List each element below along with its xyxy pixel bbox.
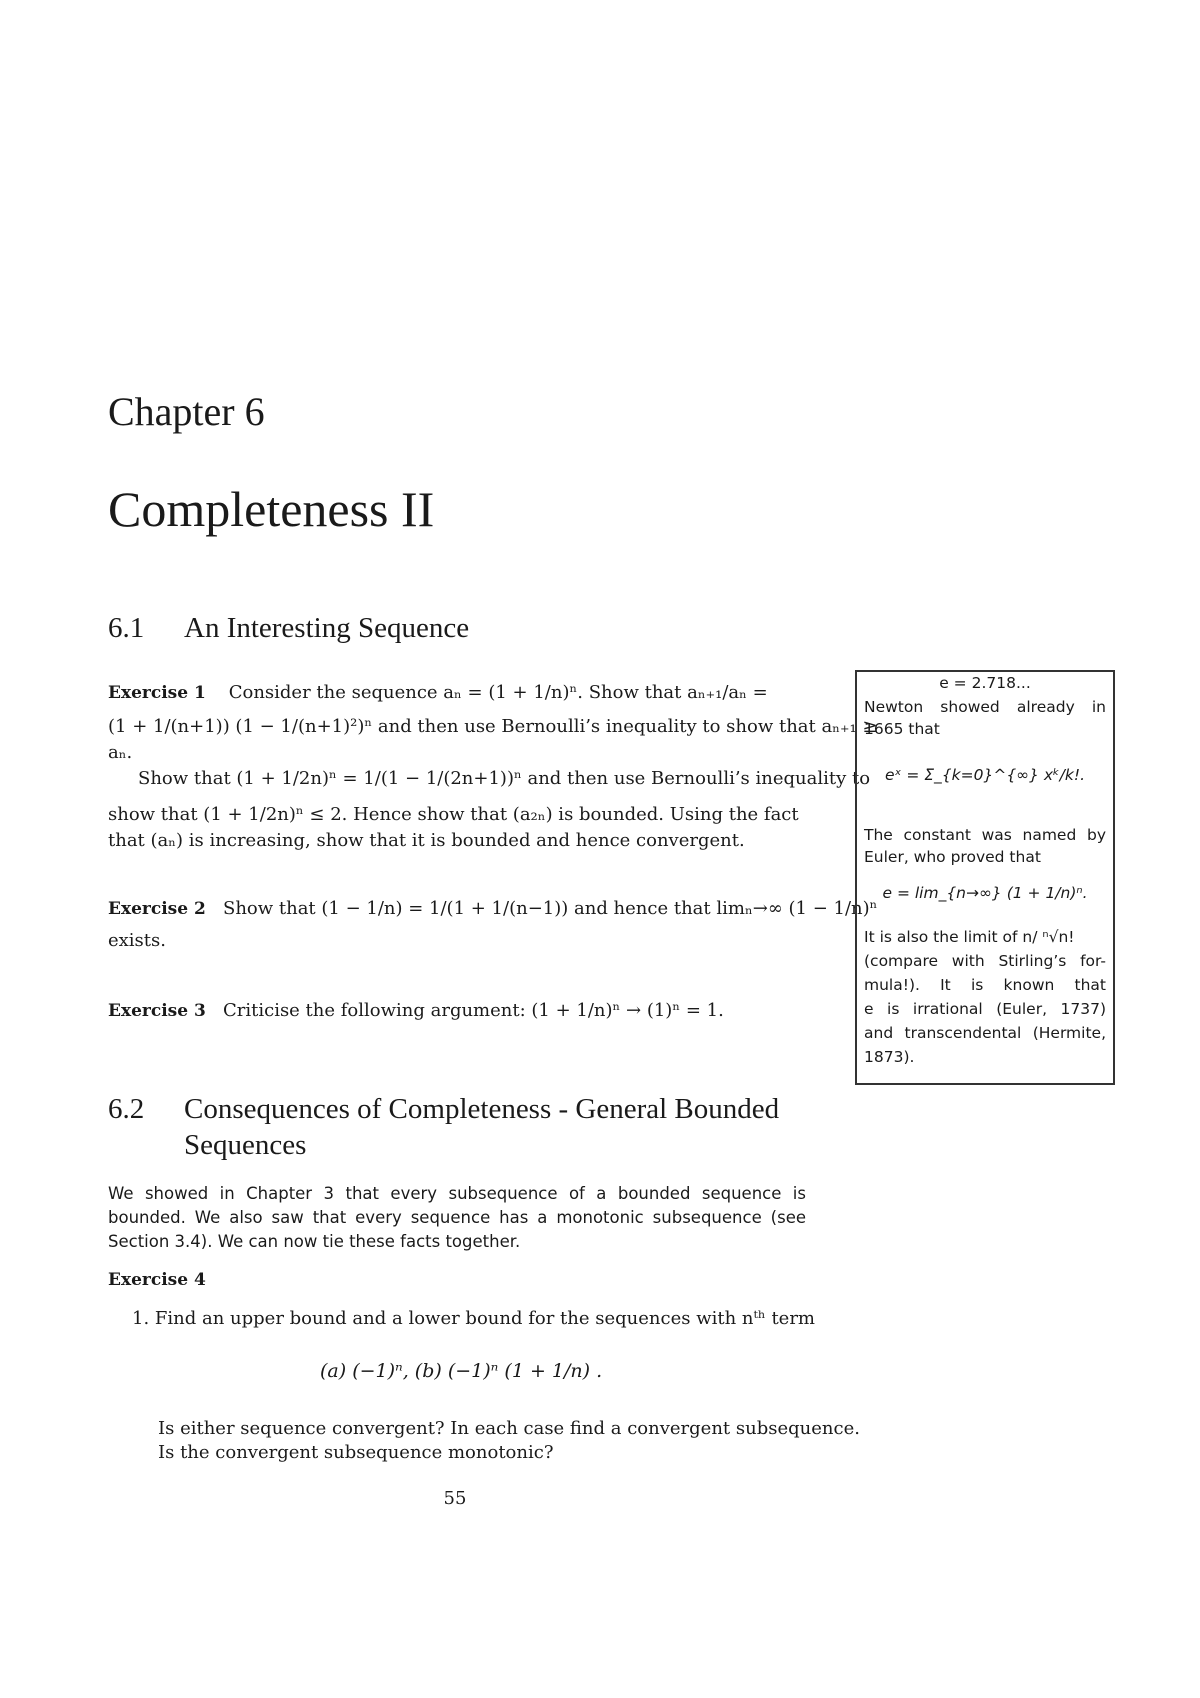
section-number: 6.2 (108, 1093, 145, 1125)
margin-note-line: and transcendental (Hermite, (864, 1024, 1106, 1042)
exercise-1-text: Consider the sequence aₙ = (1 + 1/n)ⁿ. Show that aₙ₊₁/aₙ = (228, 682, 768, 703)
section-title: An Interesting Sequence (184, 612, 470, 644)
paragraph-line: Section 3.4). We can now tie these facts together. (108, 1232, 521, 1251)
section-title-line-1: Consequences of Completeness - General Bounded (184, 1093, 780, 1125)
exercise-4-question: Is either sequence convergent? In each case find a convergent subsequence. (158, 1418, 860, 1439)
exercise-4-label: Exercise 4 (108, 1270, 206, 1290)
exercise-1-label: Exercise 1 (108, 683, 206, 703)
margin-note-line: Newton showed already in (864, 698, 1106, 716)
exercise-2-line-1 (108, 898, 877, 919)
page-number: 55 (443, 1488, 467, 1509)
margin-note-box (855, 670, 1115, 1085)
paragraph-line: We showed in Chapter 3 that every subsequence of a bounded sequence is (108, 1184, 806, 1203)
margin-note-line: Euler, who proved that (864, 848, 1041, 866)
margin-note-line: (compare with Stirling’s for- (864, 952, 1106, 970)
exercise-4-formula: (a) (−1)ⁿ, (b) (−1)ⁿ (1 + 1/n) . (320, 1360, 603, 1382)
exercise-1-line-5: show that (1 + 1/2n)ⁿ ≤ 2. Hence show that (a₂ₙ) is bounded. Using the fact (108, 804, 799, 825)
exercise-2-text: Show that (1 − 1/n) = 1/(1 + 1/(n−1)) and hence that limₙ→∞ (1 − 1/n)ⁿ (222, 898, 878, 919)
exercise-3 (108, 1000, 724, 1021)
exercise-2-line-2: exists. (108, 930, 166, 951)
series-formula: eˣ = Σ_{k=0}^{∞} xᵏ/k!. (884, 766, 1085, 784)
margin-note-line: 1873). (864, 1048, 915, 1066)
margin-note-line: The constant was named by (864, 826, 1106, 844)
section-number: 6.1 (108, 612, 145, 644)
exercise-4-question: Is the convergent subsequence monotonic? (158, 1442, 554, 1463)
section-title-line-2: Sequences (184, 1129, 307, 1161)
exercise-3-text: Criticise the following argument: (1 + 1/n)ⁿ → (1)ⁿ = 1. (222, 1000, 724, 1021)
exercise-1-line-6: that (aₙ) is increasing, show that it is bounded and hence convergent. (108, 830, 745, 851)
margin-note-line: It is also the limit of n/ ⁿ√n! (864, 928, 1075, 946)
exercise-4-item-1: 1. Find an upper bound and a lower bound for the sequences with nᵗʰ term (132, 1308, 815, 1329)
exercise-1-line-2: (1 + 1/(n+1)) (1 − 1/(n+1)²)ⁿ and then use Bernoulli’s inequality to show that aₙ₊₁ ≥ (108, 716, 878, 737)
exercise-1-line-3: aₙ. (108, 742, 133, 763)
margin-note-line: 1665 that (864, 720, 940, 738)
section-6-1-heading (108, 612, 469, 645)
exercise-2-label: Exercise 2 (108, 899, 206, 919)
paragraph-line: bounded. We also saw that every sequence has a monotonic subsequence (see (108, 1208, 806, 1227)
margin-note-line: mula!). It is known that (864, 976, 1106, 994)
margin-note-line: e is irrational (Euler, 1737) (864, 1000, 1106, 1018)
exercise-1-line-1 (108, 682, 768, 703)
chapter-title: Completeness II (108, 481, 435, 537)
chapter-label: Chapter 6 (108, 389, 265, 434)
section-6-2-heading (108, 1091, 908, 1163)
margin-note-heading: e = 2.718... (939, 674, 1031, 692)
exercise-1-line-4: Show that (1 + 1/2n)ⁿ = 1/(1 − 1/(2n+1))ⁿ and then use Bernoulli’s inequality to (138, 768, 871, 789)
exercise-3-label: Exercise 3 (108, 1001, 206, 1021)
limit-formula: e = lim_{n→∞} (1 + 1/n)ⁿ. (882, 884, 1088, 902)
